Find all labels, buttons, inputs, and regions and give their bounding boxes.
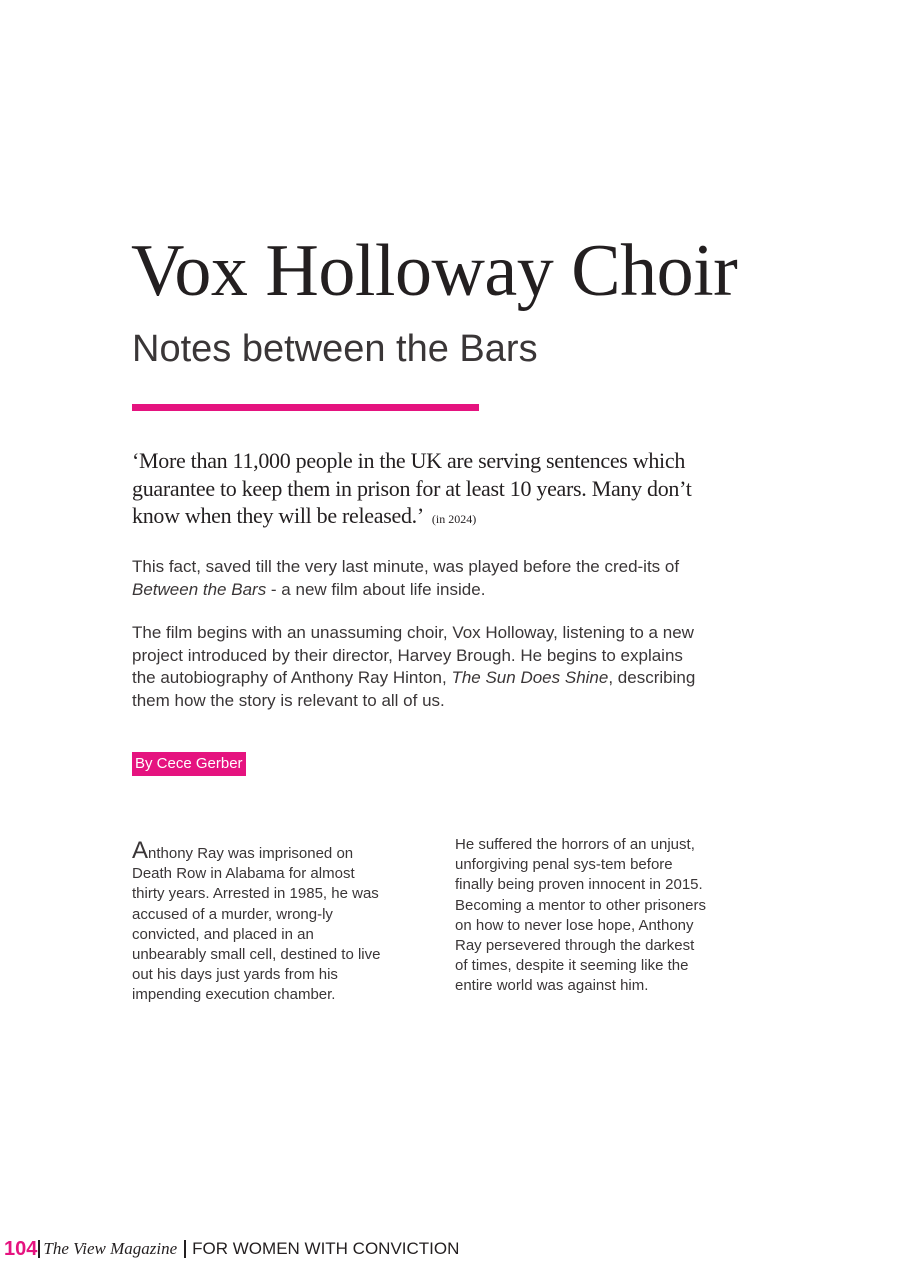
accent-rule: [132, 404, 479, 411]
column-left: [132, 837, 387, 1006]
intro-paragraph-1: [132, 556, 702, 601]
page-number: 104: [4, 1238, 38, 1260]
intro-paragraph-2: [132, 622, 702, 712]
pull-quote-text: ‘More than 11,000 people in the UK are serving sentences which guarantee to keep them in prison for at least 10 years. Many don’t know when they will be released.’: [132, 448, 692, 528]
book-title: The Sun Does Shine: [451, 668, 609, 687]
article-title: Vox Holloway Choir: [131, 230, 738, 312]
footer-divider: [184, 1240, 186, 1258]
magazine-tagline: FOR WOMEN WITH CONVICTION: [192, 1239, 460, 1258]
magazine-name: The View Magazine: [43, 1239, 178, 1258]
author-byline: By Cece Gerber: [132, 752, 246, 776]
intro-2-text-after: , describing them how the story is relevant to all of us.: [132, 668, 696, 710]
intro-2-text-before: The film begins with an unassuming choir, Vox Holloway, listening to a new project introduced by their director, Harvey Brough. He begins to explains the autobiography of Anthony Ray Hinton,: [132, 623, 694, 687]
pull-quote-note: (in 2024): [431, 512, 477, 526]
intro-1-text-after: - a new film about life inside.: [266, 579, 486, 599]
article-subtitle: Notes between the Bars: [132, 328, 538, 370]
footer-divider: [38, 1240, 40, 1258]
column-right: He suffered the horrors of an unjust, unforgiving penal sys-tem before finally being proven innocent in 2015. Becoming a mentor to other prisoners on how to never lose hope, Anthony Ray persevered through the darkest of times, despite it seeming like the entire world was against him.: [455, 836, 706, 995]
column-left-text: nthony Ray was imprisoned on Death Row in Alabama for almost thirty years. Arrested in 1985, he was accused of a murder, wrong-ly convicted, and placed in an unbearably small cell, destined to live out his days just yards from his impending execution chamber.: [132, 845, 381, 1004]
intro-1-text-before: This fact, saved till the very last minute, was played before the cred-its of: [132, 557, 680, 576]
drop-cap: A: [132, 837, 149, 864]
page-footer: [4, 1236, 459, 1262]
film-title: Between the Bars: [132, 579, 267, 599]
pull-quote: [132, 447, 732, 534]
